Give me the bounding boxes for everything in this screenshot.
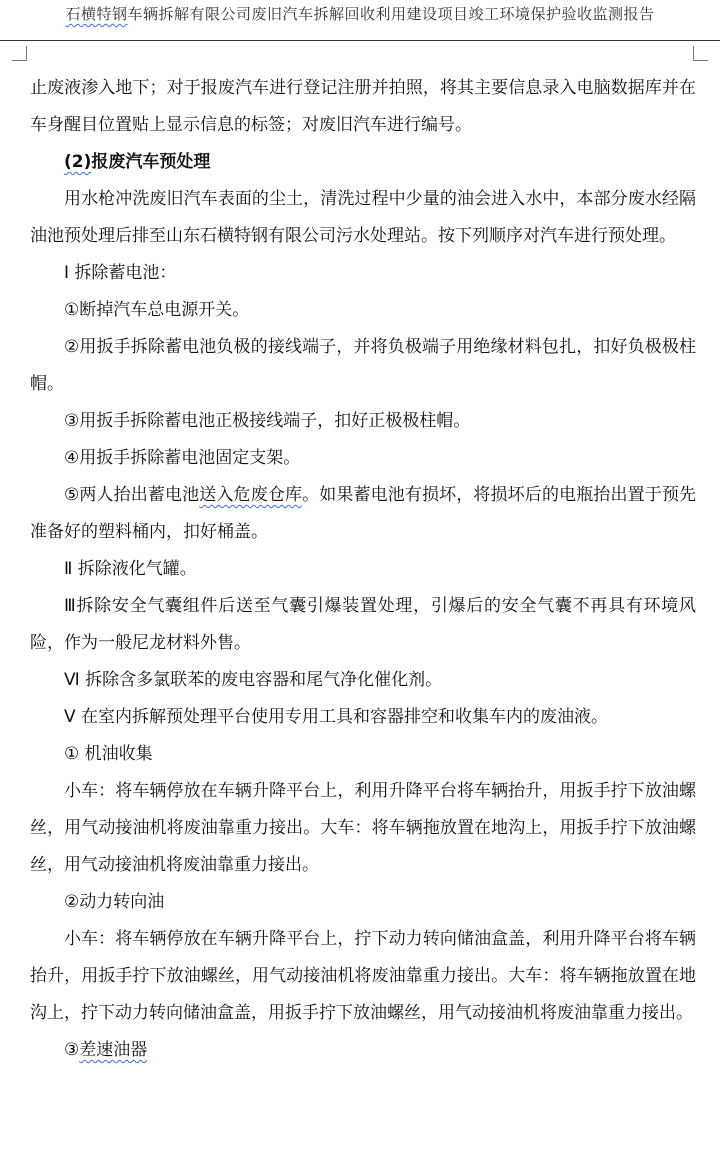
battery-item-5-end: 。如果蓄电池有损坏，将损坏后的电瓶抬出置于预先准备好的塑料桶内，扣好桶盖。 (30, 485, 696, 542)
step-fluids: Ⅴ 在室内拆解预处理平台使用专用工具和容器排空和收集车内的废油液。 (64, 707, 609, 727)
fluid-heading-differential-oil (30, 1032, 696, 1069)
margin-corner-right (693, 46, 708, 61)
margin-corner-left (12, 46, 27, 61)
section-heading (30, 144, 696, 181)
header-title-rest: 车辆拆解有限公司废旧汽车拆解回收利用建设项目竣工环境保护验收监测报告 (127, 5, 655, 23)
paragraph-intake: 止废液渗入地下；对于报废汽车进行登记注册并拍照，将其主要信息录入电脑数据库并在车身醒目位置贴上显示信息的标签；对废旧汽车进行编号。 (30, 78, 696, 135)
battery-item-4: ④用扳手拆除蓄电池固定支架。 (64, 448, 301, 468)
fluid-text-engine-oil: 小车：将车辆停放在车辆升降平台上，利用升降平台将车辆抬升，用扳手拧下放油螺丝，用气动接油机将废油靠重力接出。大车：将车辆拖放置在地沟上，用扳手拧下放油螺丝，用气动接油机将废油靠重力接出。 (30, 781, 696, 875)
section-number: (2) (64, 152, 92, 172)
battery-item-1: ①断掉汽车总电源开关。 (64, 300, 250, 320)
fluid-text-steering-oil: 小车：将车辆停放在车辆升降平台上，拧下动力转向储油盒盖，利用升降平台将车辆抬升，用扳手拧下放油螺丝，用气动接油机将废油靠重力接出。大车：将车辆拖放置在地沟上，拧下动力转向储油盒盖，用扳手拧下放油螺丝，用气动接油机将废油靠重力接出。 (30, 929, 696, 1023)
step-capacitor: Ⅵ 拆除含多氯联苯的废电容器和尾气净化催化剂。 (64, 670, 443, 690)
document-body (30, 70, 696, 1069)
step-battery: Ⅰ 拆除蓄电池： (64, 263, 177, 283)
header-title-company: 石横特钢 (65, 5, 128, 23)
battery-item-2: ②用扳手拆除蓄电池负极的接线端子，并将负极端子用绝缘材料包扎，扣好负极极柱帽。 (30, 337, 696, 394)
step-airbag: Ⅲ拆除安全气囊组件后送至气囊引爆装置处理，引爆后的安全气囊不再具有环境风险，作为一般尼龙材料外售。 (30, 596, 696, 653)
header-divider (0, 40, 720, 41)
paragraph-pretreatment: 用水枪冲洗废旧汽车表面的尘土，清洗过程中少量的油会进入水中，本部分废水经隔油池预处理后排至山东石横特钢有限公司污水处理站。按下列顺序对汽车进行预处理。 (30, 189, 696, 246)
battery-item-3: ③用扳手拆除蓄电池正极接线端子，扣好正极极柱帽。 (64, 411, 471, 431)
battery-item-5-start: ⑤两人抬出蓄电池 (64, 485, 200, 505)
page-header (0, 0, 720, 40)
fluid-heading-engine-oil: ① 机油收集 (64, 744, 153, 764)
step-lpg-tank: Ⅱ 拆除液化气罐。 (64, 559, 197, 579)
section-title: 报废汽车预处理 (91, 152, 211, 172)
battery-item-5 (30, 477, 696, 551)
fluid-number-3: ③ (64, 1040, 80, 1060)
fluid-heading-steering-oil: ②动力转向油 (64, 892, 165, 912)
battery-item-5-flagged: 送入危废仓库 (199, 485, 303, 505)
fluid-title-3: 差速油器 (79, 1040, 148, 1060)
